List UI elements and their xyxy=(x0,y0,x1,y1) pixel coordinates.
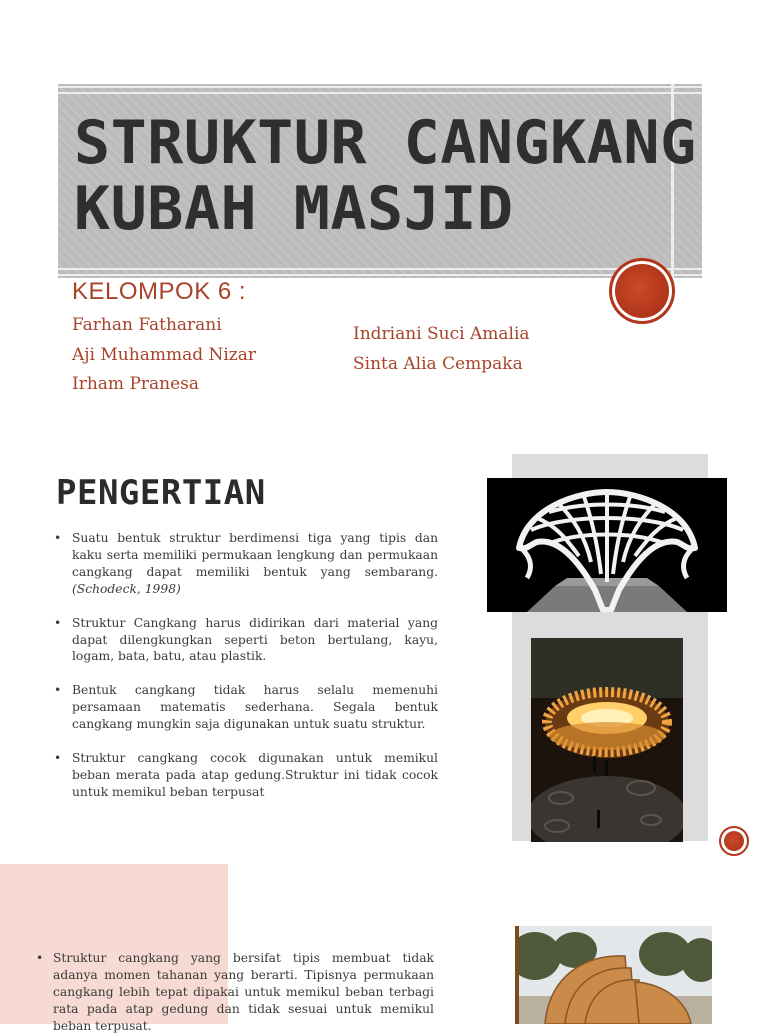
bullet-item xyxy=(54,530,438,598)
shell-model-illustration xyxy=(487,478,727,612)
pavilion-illustration xyxy=(531,638,683,842)
title-band-rule xyxy=(58,274,702,276)
bullet-item xyxy=(54,682,438,733)
title-band-rule xyxy=(58,86,702,88)
decorative-red-circle-small xyxy=(719,826,749,856)
bullet-marker: • xyxy=(54,531,62,545)
wooden-shell-pavilion-photo xyxy=(515,926,712,1024)
shell-structure-model-photo xyxy=(487,478,727,612)
title-band xyxy=(58,84,702,278)
main-title-line-1: STRUKTUR CANGKANG xyxy=(74,108,697,178)
group-label: KELOMPOK 6 : xyxy=(72,278,247,305)
illuminated-pavilion-photo xyxy=(531,638,683,842)
wooden-pavilion-illustration xyxy=(515,926,712,1024)
main-title-line-2: KUBAH MASJID xyxy=(74,174,514,244)
decorative-red-circle xyxy=(609,258,675,324)
member-name: Indriani Suci Amalia xyxy=(353,324,530,344)
section-heading: PENGERTIAN xyxy=(56,473,266,513)
bullet-marker: • xyxy=(36,951,44,965)
main-title xyxy=(74,110,697,242)
definition-slide xyxy=(0,440,768,864)
continuation-bullet-list xyxy=(36,950,434,1035)
member-name: Aji Muhammad Nizar xyxy=(72,344,257,365)
bullet-marker: • xyxy=(54,615,62,630)
member-name: Farhan Fatharani xyxy=(72,315,222,335)
member-list-left xyxy=(72,311,256,400)
continuation-slide xyxy=(0,864,768,1033)
bullet-text: Struktur Cangkang harus didirikan dari material yang dapat dilengkungkan seperti beton bertulang, kayu, logam, bata, batu, atau plastik. xyxy=(72,615,438,664)
member-list-right xyxy=(353,320,530,379)
bullet-citation: (Schodeck, 1998) xyxy=(72,581,181,596)
title-band-rule xyxy=(58,92,702,94)
bullet-text: Bentuk cangkang tidak harus selalu memenuhi persamaan matematis sederhana. Segala bentuk cangkang mungkin saja digunakan untuk suatu struktur. xyxy=(72,683,438,732)
title-slide xyxy=(0,0,768,440)
bullet-text: Struktur cangkang yang bersifat tipis membuat tidak adanya momen tahanan yang berarti. Tipisnya permukaan cangkang lebih tepat dipakai untuk memikul beban terbagi rata pada atap gedung dan tidak sesuai untuk memikul beban terpusat. xyxy=(53,951,434,1033)
bullet-text: Struktur cangkang cocok digunakan untuk memikul beban merata pada atap gedung.Struktur ini tidak cocok untuk memikul beban terpusat xyxy=(72,751,438,799)
title-band-rule xyxy=(58,268,702,270)
bullet-item xyxy=(54,615,438,666)
bullet-item xyxy=(36,950,434,1035)
bullet-text: Suatu bentuk struktur berdimensi tiga yang tipis dan kaku serta memiliki permukaan lengkung dan permukaan cangkang dapat memiliki bentuk yang sembarang. xyxy=(72,531,438,579)
bullet-marker: • xyxy=(54,683,62,698)
bullet-item xyxy=(54,750,438,801)
member-name: Sinta Alia Cempaka xyxy=(353,353,523,374)
bullet-marker: • xyxy=(54,751,62,766)
member-name: Irham Pranesa xyxy=(72,374,200,394)
definition-bullet-list xyxy=(54,530,438,818)
